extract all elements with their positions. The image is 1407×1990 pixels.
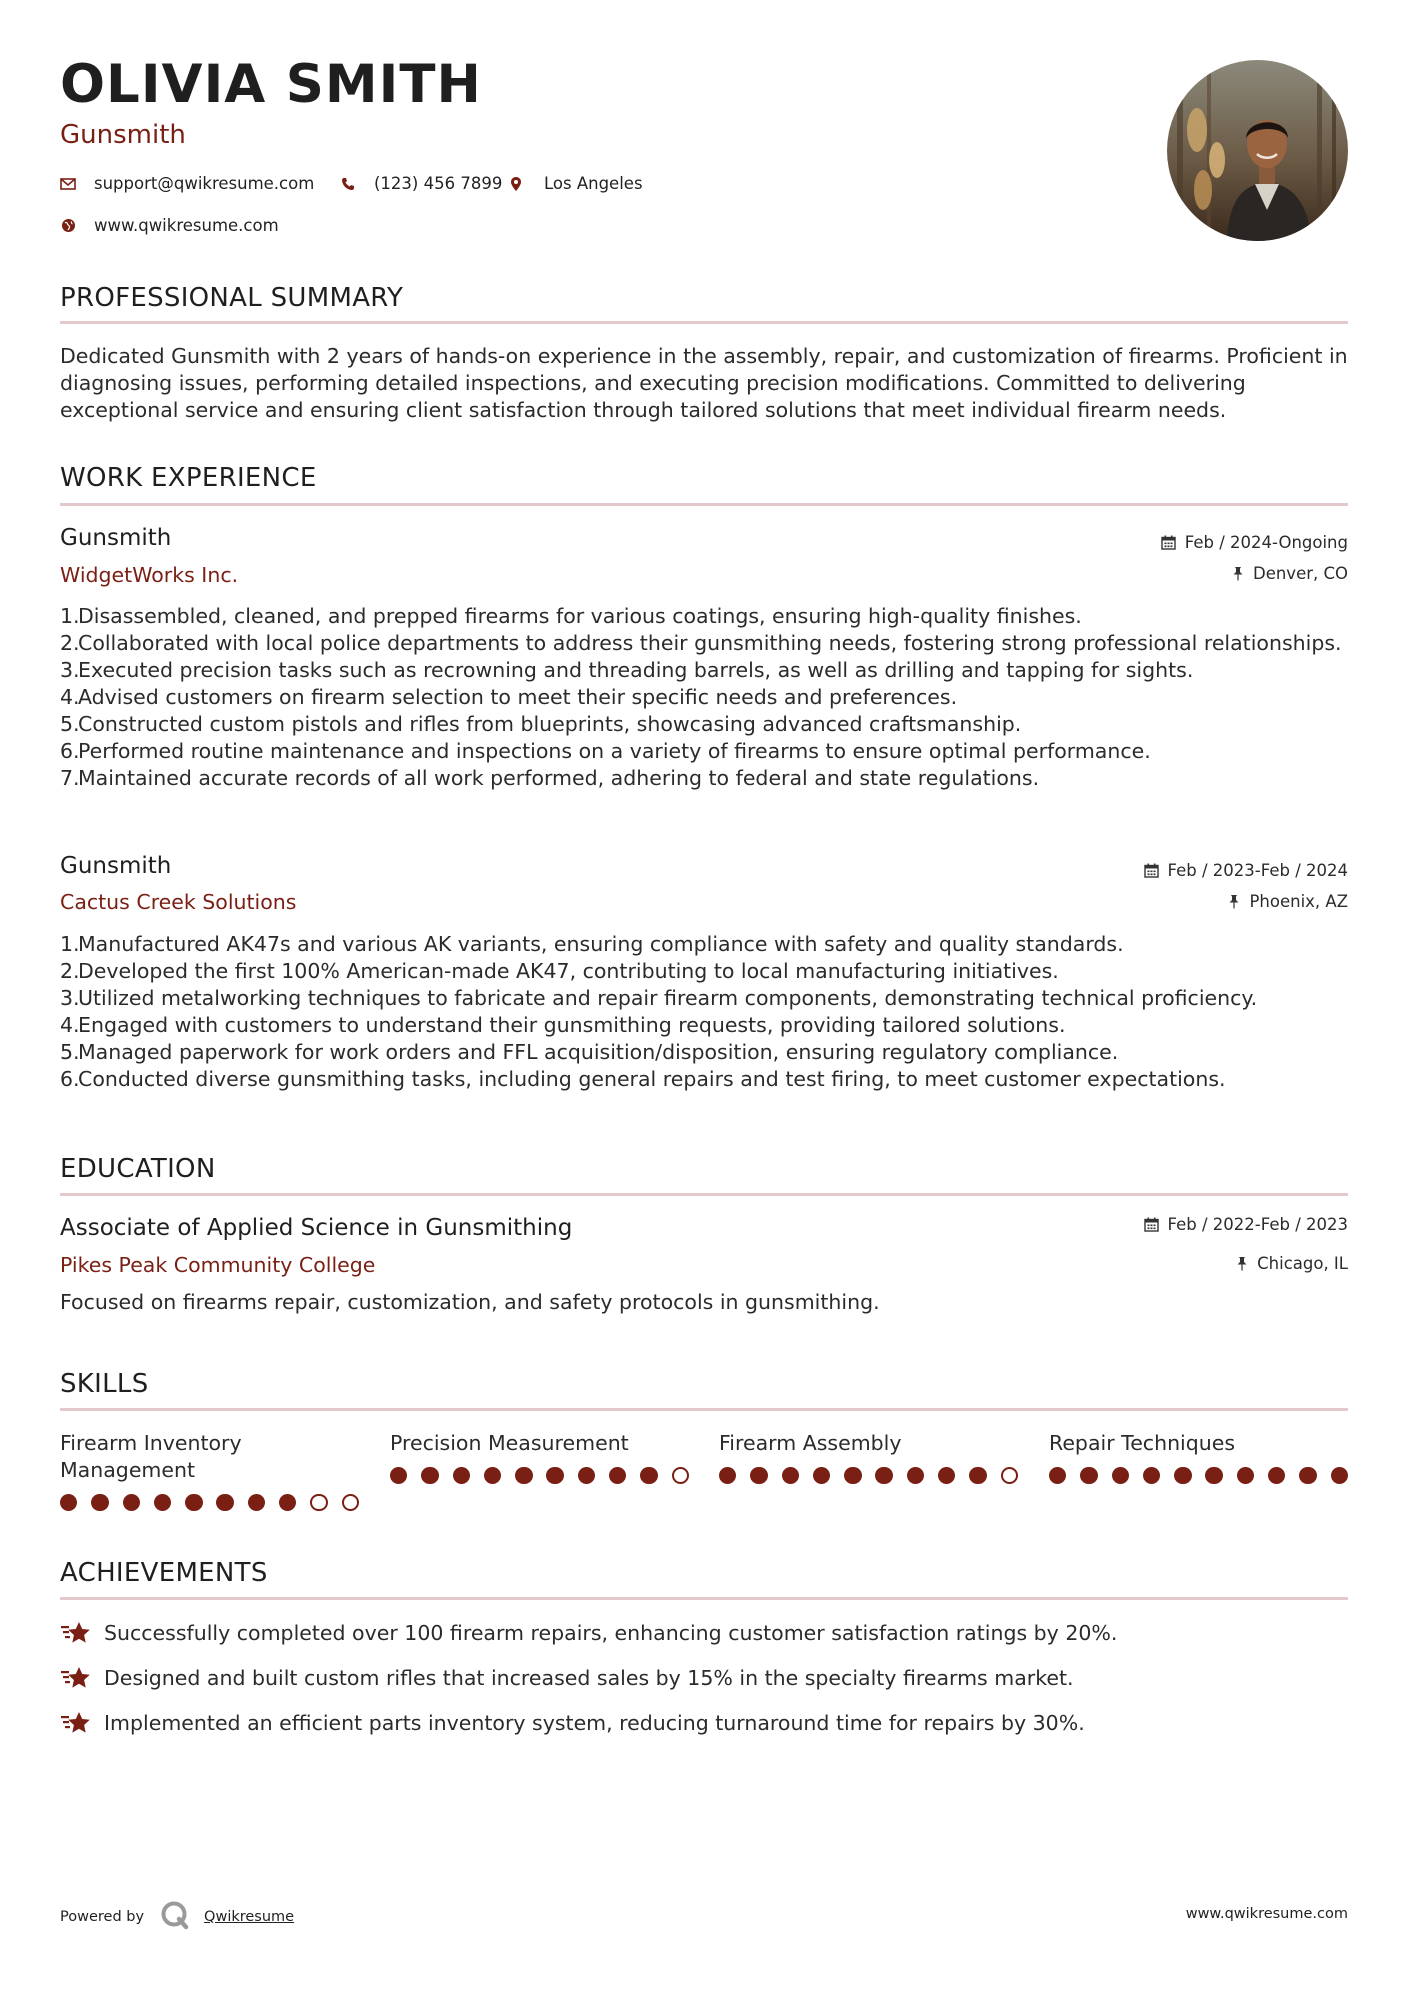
- skill-dot-filled: [782, 1467, 799, 1484]
- skill-dot-filled: [248, 1494, 265, 1511]
- skill-dot-filled: [546, 1467, 563, 1484]
- section-title-summary: PROFESSIONAL SUMMARY: [60, 283, 404, 313]
- job-dates: [1161, 533, 1348, 552]
- footer-powered-by: [60, 1900, 294, 1934]
- achievement-item: [60, 1709, 1085, 1737]
- skill-dot-filled: [969, 1467, 986, 1484]
- calendar-icon: [1161, 535, 1176, 550]
- skill-dot-filled: [1331, 1467, 1348, 1484]
- skill-rating: [390, 1467, 689, 1484]
- skill-name: Firearm Assembly: [719, 1431, 902, 1455]
- list-item: 2. Collaborated with local police departments to address their gunsmithing needs, fostering strong professional relationships.: [60, 631, 1342, 655]
- star-award-icon: [60, 1664, 92, 1692]
- job-bullets: [60, 931, 1350, 1093]
- qwikresume-link[interactable]: Qwikresume: [204, 1909, 295, 1925]
- phone-text: (123) 456 7899: [374, 174, 503, 193]
- skill-dot-filled: [875, 1467, 892, 1484]
- skill-dot-filled: [938, 1467, 955, 1484]
- job-bullets: [60, 603, 1350, 792]
- achievement-text: Successfully completed over 100 firearm repairs, enhancing customer satisfaction ratings by 20%.: [104, 1621, 1118, 1645]
- skill-dot-filled: [390, 1467, 407, 1484]
- skill-dot-filled: [123, 1494, 140, 1511]
- skill-dot-filled: [1112, 1467, 1129, 1484]
- list-item: 6. Conducted diverse gunsmithing tasks, including general repairs and test firing, to meet customer expectations.: [60, 1067, 1226, 1091]
- list-item: 2. Developed the first 100% American-made AK47, contributing to local manufacturing initiatives.: [60, 959, 1059, 983]
- skill-dot-filled: [813, 1467, 830, 1484]
- skill-dot-filled: [578, 1467, 595, 1484]
- section-title-experience: WORK EXPERIENCE: [60, 463, 317, 493]
- job-location-text: Denver, CO: [1252, 564, 1348, 583]
- education-dates: [1144, 1215, 1348, 1234]
- skill-name: Repair Techniques: [1049, 1431, 1236, 1455]
- job-dates: [1144, 861, 1348, 880]
- skill-dot-filled: [216, 1494, 233, 1511]
- skill-name: Precision Measurement: [390, 1431, 629, 1455]
- achievement-text: Designed and built custom rifles that increased sales by 15% in the specialty firearms market.: [104, 1666, 1074, 1690]
- education-location: [1236, 1254, 1348, 1273]
- skill-dot-empty: [342, 1494, 359, 1511]
- job-location-text: Phoenix, AZ: [1249, 892, 1348, 911]
- skill-dot-filled: [907, 1467, 924, 1484]
- job-company: Cactus Creek Solutions: [60, 890, 297, 914]
- achievement-item: [60, 1664, 1074, 1692]
- achievement-item: [60, 1619, 1117, 1647]
- job-location: [1228, 892, 1348, 911]
- skill-dot-empty: [1001, 1467, 1018, 1484]
- calendar-icon: [1144, 863, 1159, 878]
- skill-dot-filled: [1237, 1467, 1254, 1484]
- list-item: 5. Constructed custom pistols and rifles from blueprints, showcasing advanced craftsmanship.: [60, 712, 1022, 736]
- contact-website[interactable]: [60, 216, 279, 235]
- pushpin-icon: [1232, 566, 1244, 581]
- location-text: Los Angeles: [544, 174, 643, 193]
- education-description: Focused on firearms repair, customization, and safety protocols in gunsmithing.: [60, 1290, 880, 1314]
- skill-dot-filled: [750, 1467, 767, 1484]
- skill-dot-filled: [1299, 1467, 1316, 1484]
- map-pin-icon: [508, 176, 524, 192]
- calendar-icon: [1144, 1217, 1159, 1232]
- contact-email[interactable]: [60, 174, 314, 193]
- section-divider: [60, 1193, 1348, 1196]
- pushpin-icon: [1228, 894, 1240, 909]
- powered-by-label: Powered by: [60, 1909, 145, 1925]
- qwikresume-logo-icon: [160, 1900, 190, 1934]
- candidate-name: OLIVIA SMITH: [60, 54, 482, 115]
- job-role: Gunsmith: [60, 853, 172, 879]
- contact-location: [508, 174, 643, 193]
- skill-dot-filled: [484, 1467, 501, 1484]
- education-school: Pikes Peak Community College: [60, 1253, 376, 1277]
- skill-rating: [60, 1494, 359, 1511]
- skill-dot-filled: [185, 1494, 202, 1511]
- job-company: WidgetWorks Inc.: [60, 563, 239, 587]
- list-item: 4. Engaged with customers to understand their gunsmithing requests, providing tailored solutions.: [60, 1013, 1066, 1037]
- skill-dot-filled: [515, 1467, 532, 1484]
- section-divider: [60, 1597, 1348, 1600]
- footer-website[interactable]: www.qwikresume.com: [1185, 1906, 1348, 1922]
- globe-icon: [60, 218, 76, 234]
- skill-dot-filled: [279, 1494, 296, 1511]
- profile-photo: [1167, 60, 1348, 241]
- list-item: 1. Disassembled, cleaned, and prepped firearms for various coatings, ensuring high-quality finishes.: [60, 604, 1082, 628]
- skill-dot-filled: [844, 1467, 861, 1484]
- website-text: www.qwikresume.com: [94, 216, 279, 235]
- skill-dot-filled: [91, 1494, 108, 1511]
- list-item: 7. Maintained accurate records of all work performed, adhering to federal and state regulations.: [60, 766, 1040, 790]
- skill-dot-filled: [1205, 1467, 1222, 1484]
- list-item: 3. Executed precision tasks such as recrowning and threading barrels, as well as drilling and tapping for sights.: [60, 658, 1194, 682]
- skill-dot-filled: [60, 1494, 77, 1511]
- skill-dot-filled: [1080, 1467, 1097, 1484]
- list-item: 3. Utilized metalworking techniques to fabricate and repair firearm components, demonstrating technical proficiency.: [60, 986, 1258, 1010]
- section-title-education: EDUCATION: [60, 1154, 216, 1184]
- envelope-icon: [60, 176, 76, 192]
- candidate-title: Gunsmith: [60, 120, 186, 150]
- skill-dot-filled: [640, 1467, 657, 1484]
- skill-dot-filled: [1143, 1467, 1160, 1484]
- job-dates-text: Feb / 2024-Ongoing: [1184, 533, 1348, 552]
- section-title-skills: SKILLS: [60, 1369, 149, 1399]
- skill-dot-empty: [672, 1467, 689, 1484]
- skill-dot-filled: [1174, 1467, 1191, 1484]
- skill-dot-filled: [719, 1467, 736, 1484]
- skill-item: [60, 1430, 360, 1484]
- skill-rating: [1049, 1467, 1348, 1484]
- skill-dot-filled: [1049, 1467, 1066, 1484]
- job-dates-text: Feb / 2023-Feb / 2024: [1167, 861, 1348, 880]
- skill-item: [719, 1430, 1019, 1457]
- section-divider: [60, 321, 1348, 324]
- skill-item: [390, 1430, 690, 1457]
- skill-item: [1049, 1430, 1349, 1457]
- section-divider: [60, 503, 1348, 506]
- achievement-text: Implemented an efficient parts inventory system, reducing turnaround time for repairs by 30%.: [104, 1711, 1085, 1735]
- phone-icon: [340, 176, 356, 192]
- section-divider: [60, 1408, 1348, 1411]
- skill-dot-filled: [453, 1467, 470, 1484]
- pushpin-icon: [1236, 1256, 1248, 1271]
- education-degree: Associate of Applied Science in Gunsmithing: [60, 1215, 573, 1241]
- list-item: 1. Manufactured AK47s and various AK variants, ensuring compliance with safety and quality standards.: [60, 932, 1124, 956]
- list-item: 4. Advised customers on firearm selection to meet their specific needs and preferences.: [60, 685, 958, 709]
- skill-dot-filled: [609, 1467, 626, 1484]
- job-location: [1232, 564, 1348, 583]
- contact-phone[interactable]: [340, 174, 502, 193]
- education-dates-text: Feb / 2022-Feb / 2023: [1167, 1215, 1348, 1234]
- education-location-text: Chicago, IL: [1257, 1254, 1348, 1273]
- skill-dot-filled: [1268, 1467, 1285, 1484]
- email-text: support@qwikresume.com: [94, 174, 315, 193]
- star-award-icon: [60, 1619, 92, 1647]
- job-role: Gunsmith: [60, 525, 172, 551]
- list-item: 6. Performed routine maintenance and inspections on a variety of firearms to ensure optimal performance.: [60, 739, 1151, 763]
- skill-rating: [719, 1467, 1018, 1484]
- section-title-achievements: ACHIEVEMENTS: [60, 1558, 268, 1588]
- skill-dot-filled: [421, 1467, 438, 1484]
- skill-dot-empty: [310, 1494, 327, 1511]
- list-item: 5. Managed paperwork for work orders and FFL acquisition/disposition, ensuring regulatory compliance.: [60, 1040, 1119, 1064]
- star-award-icon: [60, 1709, 92, 1737]
- summary-text: Dedicated Gunsmith with 2 years of hands-on experience in the assembly, repair, and customization of firearms. Proficient in diagnosing issues, performing detailed inspections, and executing precision modifications. Committed to delivering exceptional service and ensuring client satisfaction through tailored solutions that meet individual firearm needs.: [60, 344, 1348, 422]
- skill-name: Firearm Inventory Management: [60, 1431, 242, 1482]
- skill-dot-filled: [154, 1494, 171, 1511]
